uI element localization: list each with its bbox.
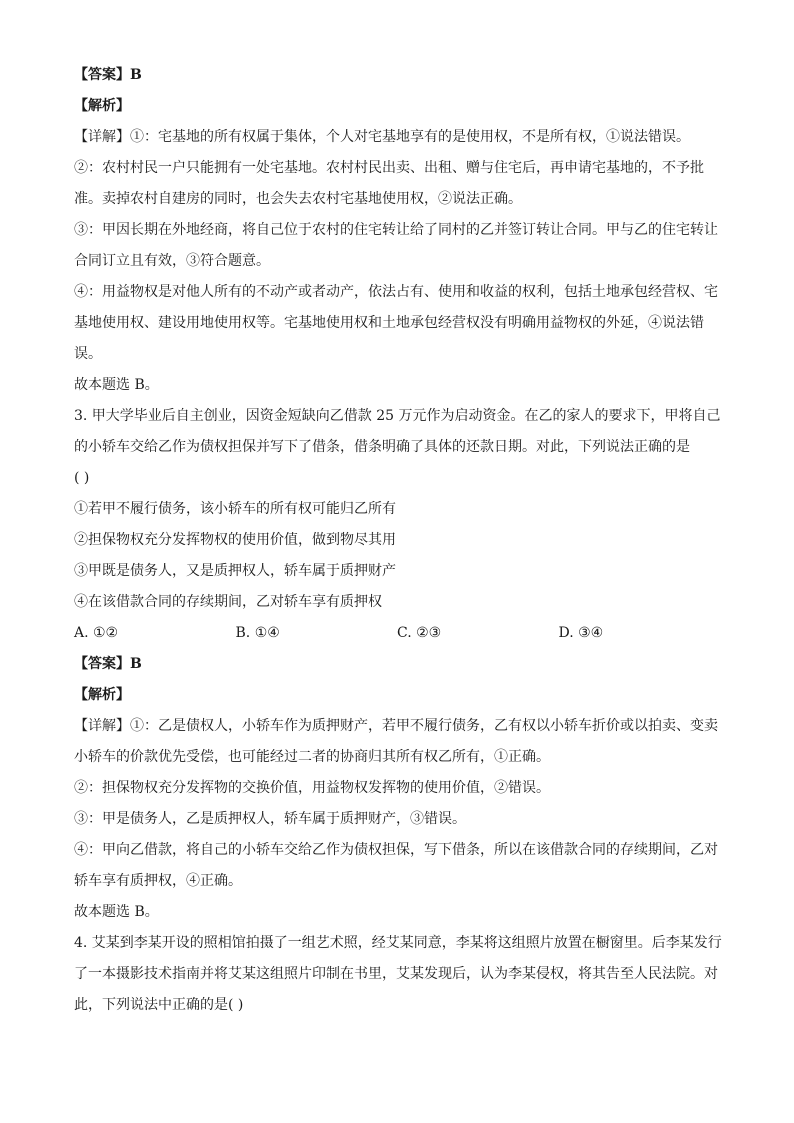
q3-analysis-line: 轿车享有质押权，④正确。 <box>74 873 242 889</box>
q4-stem-line: 此，下列说法中正确的是( ) <box>74 997 244 1013</box>
q2-conclusion: 故本题选 B。 <box>74 377 159 393</box>
q2-analysis-line: 误。 <box>74 346 102 362</box>
q3-statement: ②担保物权充分发挥物权的使用价值，做到物尽其用 <box>74 532 396 548</box>
q4-stem-line: 4. 艾某到李某开设的照相馆拍摄了一组艺术照，经艾某同意，李某将这组照片放置在橱窗里。后李某发行 <box>74 935 722 951</box>
q2-analysis-line: 合同订立且有效，③符合题意。 <box>74 253 270 269</box>
document-page <box>74 60 720 1021</box>
q3-statement: ④在该借款合同的存续期间，乙对轿车享有质押权 <box>74 594 382 610</box>
q3-analysis-heading: 【解析】 <box>74 687 130 703</box>
q2-analysis-line: 基地使用权、建设用地使用权等。宅基地使用权和土地承包经营权没有明确用益物权的外延，④说法错 <box>74 315 704 331</box>
q3-options <box>74 618 720 649</box>
q3-answer: 【答案】B <box>74 656 142 672</box>
q3-answer-blank: ( ) <box>74 470 90 486</box>
q3-option-d: D. ③④ <box>558 625 604 641</box>
q2-analysis-line: ③：甲因长期在外地经商，将自己位于农村的住宅转让给了同村的乙并签订转让合同。甲与乙的住宅转让 <box>74 222 718 238</box>
q4-stem-line: 了一本摄影技术指南并将艾某这组照片印制在书里，艾某发现后，认为李某侵权，将其告至人民法院。对 <box>74 966 718 982</box>
q3-analysis-line: ④：甲向乙借款，将自己的小轿车交给乙作为债权担保，写下借条，所以在该借款合同的存续期间，乙对 <box>74 842 718 858</box>
q3-analysis-line: ③：甲是债务人，乙是质押权人，轿车属于质押财产，③错误。 <box>74 811 466 827</box>
q2-analysis-line: ④：用益物权是对他人所有的不动产或者动产，依法占有、使用和收益的权利，包括土地承包经营权、宅 <box>74 284 718 300</box>
q3-analysis-line: 【详解】①：乙是债权人，小轿车作为质押财产，若甲不履行债务，乙有权以小轿车折价或以拍卖、变卖 <box>74 718 718 734</box>
q3-statement: ①若甲不履行债务，该小轿车的所有权可能归乙所有 <box>74 501 396 517</box>
q3-option-c: C. ②③ <box>397 625 442 641</box>
q3-option-a: A. ①② <box>74 625 119 641</box>
q2-analysis-heading: 【解析】 <box>74 98 130 114</box>
q3-analysis-line: ②：担保物权充分发挥物的交换价值，用益物权发挥物的使用价值，②错误。 <box>74 780 550 796</box>
q2-answer: 【答案】B <box>74 67 142 83</box>
q2-analysis-line: 【详解】①：宅基地的所有权属于集体，个人对宅基地享有的是使用权，不是所有权，①说法错误。 <box>74 129 690 145</box>
q3-analysis-line: 小轿车的价款优先受偿，也可能经过二者的协商归其所有权乙所有，①正确。 <box>74 749 550 765</box>
q3-statement: ③甲既是债务人，又是质押权人，轿车属于质押财产 <box>74 563 396 579</box>
q2-analysis-line: 准。卖掉农村自建房的同时，也会失去农村宅基地使用权，②说法正确。 <box>74 191 522 207</box>
q2-analysis-line: ②：农村村民一户只能拥有一处宅基地。农村村民出卖、出租、赠与住宅后，再申请宅基地的，不予批 <box>74 160 704 176</box>
q3-conclusion: 故本题选 B。 <box>74 904 159 920</box>
q3-stem-line: 3. 甲大学毕业后自主创业，因资金短缺向乙借款 25 万元作为启动资金。在乙的家人的要求下，甲将自己 <box>74 408 721 424</box>
q3-stem-line: 的小轿车交给乙作为债权担保并写下了借条，借条明确了具体的还款日期。对此，下列说法正确的是 <box>74 439 690 455</box>
q3-option-b: B. ①④ <box>235 625 280 641</box>
